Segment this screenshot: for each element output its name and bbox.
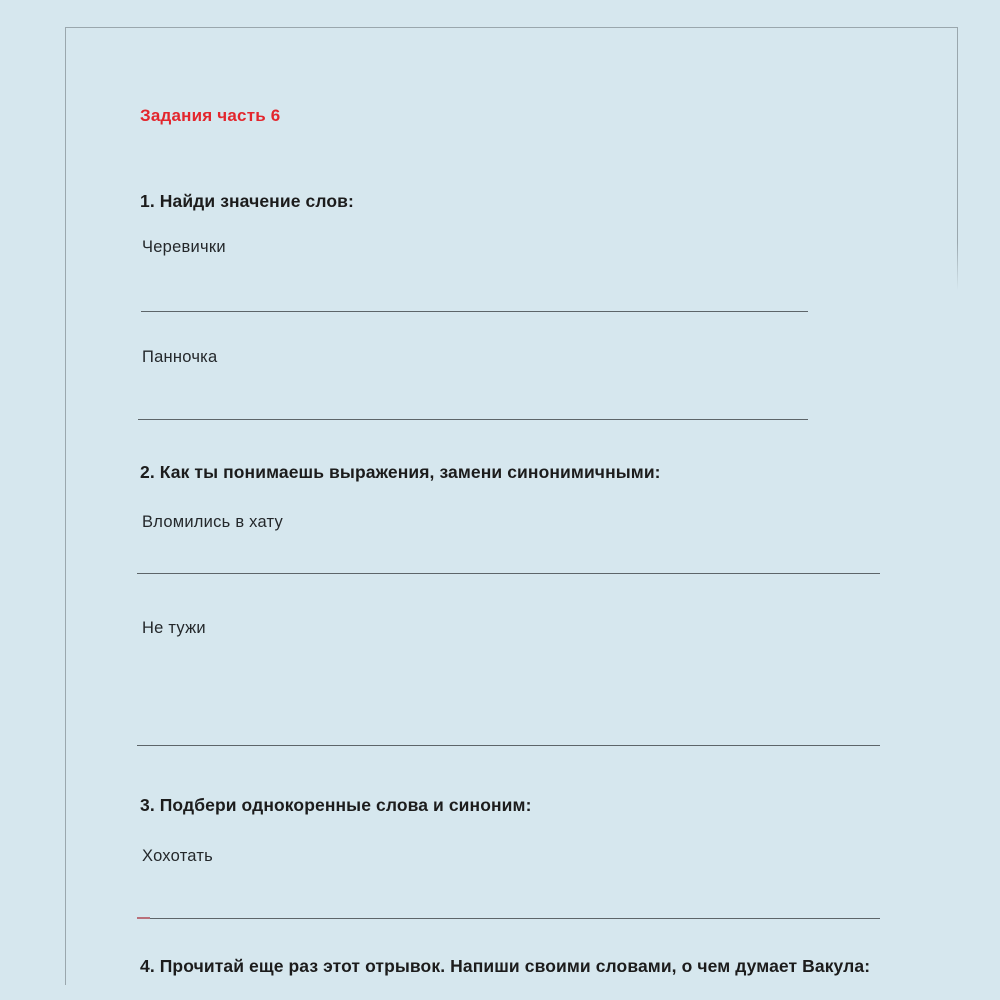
task-3-heading: 3. Подбери однокоренные слова и синоним: — [140, 795, 532, 815]
task-3-answer-line-1[interactable] — [137, 918, 880, 919]
task-1-heading: 1. Найди значение слов: — [140, 191, 354, 211]
task-2-answer-line-2[interactable] — [137, 745, 880, 746]
task-1-prompt-word-2: Панночка — [142, 348, 218, 366]
task-3-prompt-word-1: Хохотать — [142, 847, 214, 865]
task-2-prompt-word-2: Не тужи — [142, 619, 206, 637]
task-2-prompt-word-1: Вломились в хату — [142, 513, 284, 531]
task-4-heading: 4. Прочитай еще раз этот отрывок. Напиши своими словами, о чем думает Вакула: — [140, 956, 871, 976]
page-title: Задания часть 6 — [140, 106, 281, 125]
task-1-answer-line-2[interactable] — [138, 419, 808, 420]
task-1-answer-line-1[interactable] — [141, 311, 808, 312]
task-2-answer-line-1[interactable] — [137, 573, 880, 574]
task-1-prompt-word-1: Черевички — [142, 238, 226, 256]
page-border-left — [65, 27, 66, 985]
worksheet-content — [140, 0, 960, 1000]
task-2-heading: 2. Как ты понимаешь выражения, замени синонимичными: — [140, 462, 661, 482]
